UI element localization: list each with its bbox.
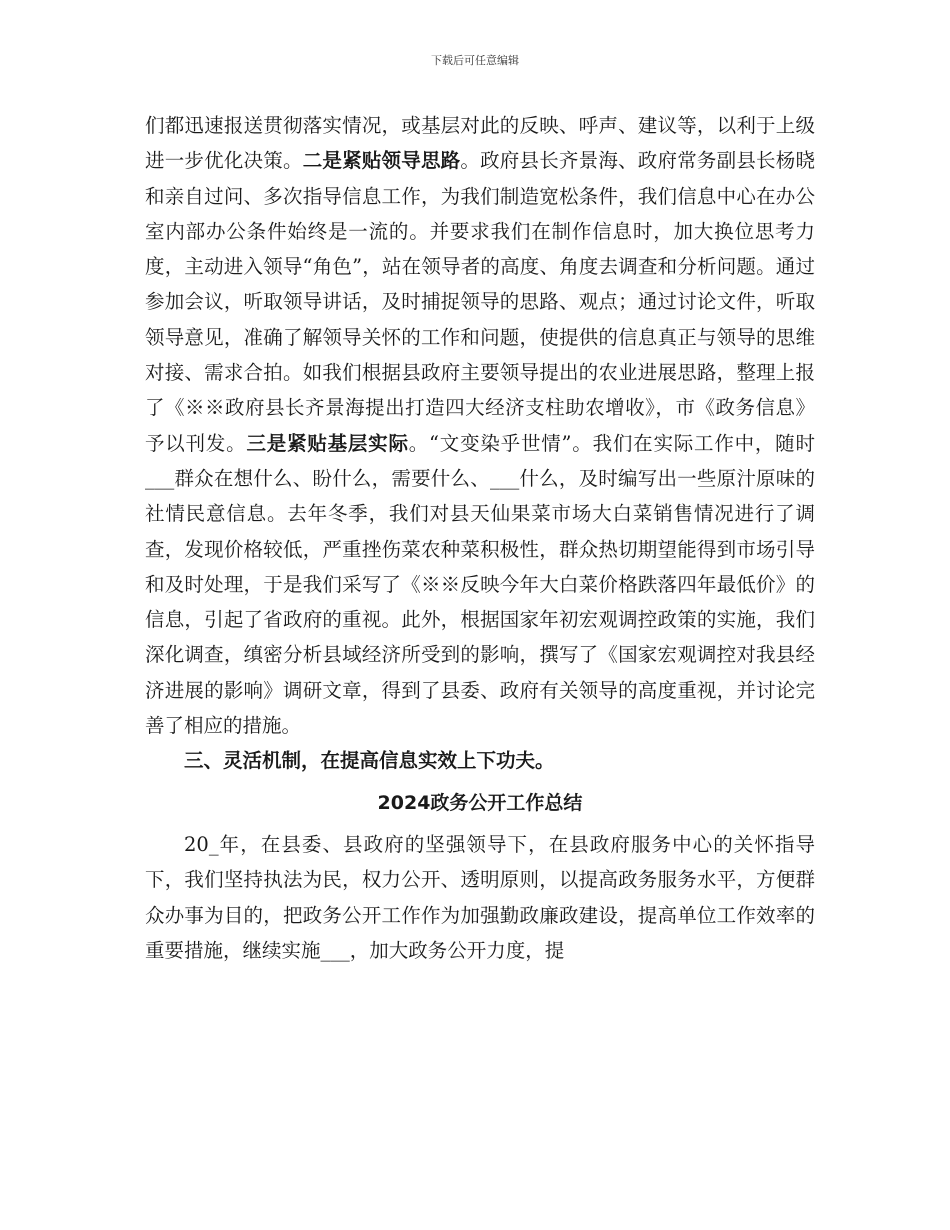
point-heading-2: 二是紧贴领导思路: [302, 149, 461, 173]
body-paragraph-2: 20_年，在县委、县政府的坚强领导下，在县政府服务中心的关怀指导下，我们坚持执法为民，权力公开、透明原则，以提高政务服务水平，方便群众办事为目的，把政务公开工作作为加强勤政廉政建设，提高单位工作效率的重要措施，继续实施___，加大政务公开力度，提: [145, 832, 815, 962]
point-heading-3: 三是紧贴基层实际: [246, 431, 409, 455]
header-note: 下载后可任意编辑: [431, 54, 519, 67]
body-paragraph-1: [145, 108, 815, 743]
document-body: [145, 108, 815, 968]
paragraph-text: 。“文变染乎世情”。我们在实际工作中，随时___群众在想什么、盼什么，需要什么、___什么，及时编写出一些原汁原味的社情民意信息。去年冬季，我们对县天仙果菜市场大白菜销售情况进行了调查，发现价格较低，严重挫伤菜农种菜积极性，群众热切期望能得到市场引导和及时处理，于是我们采写了《※※反映今年大白菜价格跌落四年最低价》的信息，引起了省政府的重视。此外，根据国家年初宏观调控政策的实施，我们深化调查，缜密分析县域经济所受到的影响，撰写了《国家宏观调控对我县经济进展的影响》调研文章，得到了县委、政府有关领导的高度重视，并讨论完善了相应的措施。: [145, 431, 815, 738]
paragraph-text: 们都迅速报送贯彻落实情况，或基层对此的反映、呼声、建议等，以利于上级进一步优化决策。: [145, 114, 815, 173]
document-title: 2024政务公开工作总结: [377, 791, 583, 814]
section-heading: 三、灵活机制，在提高信息实效上下功夫。: [184, 749, 555, 773]
paragraph-text: 。政府县长齐景海、政府常务副县长杨晓和亲自过问、多次指导信息工作，为我们制造宽松条件，我们信息中心在办公室内部办公条件始终是一流的。并要求我们在制作信息时，加大换位思考力度，主动进入领导“角色”，站在领导者的高度、角度去调查和分析问题。通过参加会议，听取领导讲话，及时捕捉领导的思路、观点；通过讨论文件，听取领导意见，准确了解领导关怀的工作和问题，使提供的信息真正与领导的思维对接、需求合拍。如我们根据县政府主要领导提出的农业进展思路，整理上报了《※※政府县长齐景海提出打造四大经济支柱助农增收》，市《政务信息》予以刊发。: [145, 149, 815, 455]
